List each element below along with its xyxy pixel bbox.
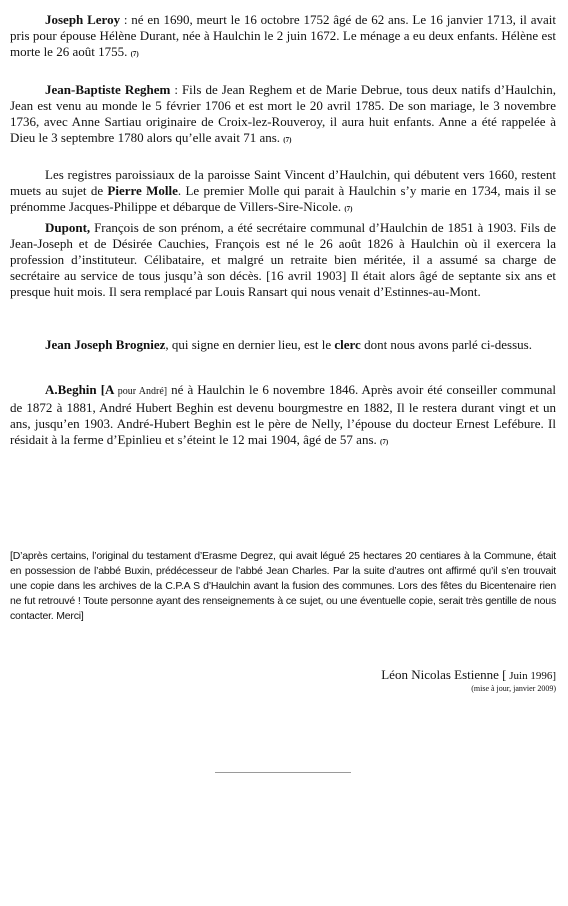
reference-mark: (7) <box>344 205 353 213</box>
person-name: Jean-Baptiste Reghem <box>45 82 171 97</box>
person-name: Pierre Molle <box>107 183 178 198</box>
signature-line <box>381 667 556 684</box>
paragraph-text: . Le premier Molle qui parait à Haulchin s’y marie en 1734, mais il se prénomme Jacques-Philippe et débarque de Villers-Sire-Nicole. <box>10 183 556 214</box>
paragraph-text: dont nous avons parlé ci-dessus. <box>360 337 532 352</box>
paragraph-pierre-molle <box>10 167 556 217</box>
person-name: Jean Joseph Brogniez <box>45 337 166 352</box>
bracket-open: [A <box>96 382 115 397</box>
reference-mark: (7) <box>283 136 292 144</box>
paragraph-text: François de son prénom, a été secrétaire communal d’Haulchin de 1851 à 1903. Fils de Jean-Joseph et de Désirée Cauchies, François est né le 26 août 1826 à Haulchin où il exercera la profession d’instituteur. Célibataire, et malgré un retraite bien méritée, il a assumé sa charge de secrétaire au service de tous jusqu’à son décès. [16 avril 1903] Il était alors âgé de septante six ans et presque huit mois. Il sera remplacé par Louis Ransart qui nous venait d’Estinnes-au-Mont. <box>10 220 556 299</box>
signature-author: Léon Nicolas Estienne [ <box>381 667 507 682</box>
signature-date: Juin 1996] <box>506 670 556 682</box>
reference-mark: (7) <box>380 438 389 446</box>
person-name: Dupont, <box>45 220 91 235</box>
paragraph-joseph-leroy <box>10 12 556 62</box>
reference-mark: (7) <box>130 50 139 58</box>
person-name: A.Beghin <box>45 382 97 397</box>
signature-update: (mise à jour, janvier 2009) <box>471 684 556 693</box>
bold-word: clerc <box>334 337 361 352</box>
paragraph-brogniez <box>10 337 556 353</box>
paragraph-text: Les registres paroissiaux de la paroisse Saint Vincent d’Haulchin, qui débutent vers 1660, restent muets au sujet de <box>10 167 556 198</box>
paragraph-text: , qui signe en dernier lieu, est le <box>165 337 335 352</box>
paragraph-text: : Fils de Jean Reghem et de Marie Debrue, tous deux natifs d’Haulchin, Jean est venu au monde le 5 février 1706 et est mort le 20 avril 1785. De son mariage, le 3 novembre 1736, avec Anne Sartiau originaire de Croix-lez-Rouveroy, il aura huit enfants. Anne a été rappelée à Dieu le 3 septembre 1780 alors qu’elle avait 71 ans. <box>10 82 556 145</box>
signature-block <box>381 667 556 694</box>
paragraph-dupont <box>10 220 556 300</box>
person-name: Joseph Leroy <box>45 12 121 27</box>
paragraph-text: né à Haulchin le 6 novembre 1846. Après avoir été conseiller communal de 1872 à 1881, André Hubert Beghin est devenu bourgmestre en 1882, Il le restera durant vingt et un ans, jusqu’en 1903. André-Hubert Beghin est le père de Nelly, l’épouse du docteur Ernest Lefébure. Il résidait à la ferme d’Epinlieu et s’éteint le 12 mai 1904, âgé de 57 ans. <box>10 382 557 447</box>
paragraph-text: : né en 1690, meurt le 16 octobre 1752 âgé de 62 ans. Le 16 janvier 1713, il avait pris pour épouse Hélène Durant, née à Haulchin le 2 juin 1672. Le ménage a eu deux enfants. Hélène est morte le 26 août 1755. <box>10 12 556 59</box>
testament-note: [D’après certains, l’original du testament d’Erasme Degrez, qui avait légué 25 hectares 20 centiares à la Commune, était en possession de l’abbé Buxin, prédécesseur de l’abbé Jean Charles. Par la suite d’autres ont affirmé qu’il s’en trouvait une copie dans les archives de la C.P.A S d’Haulchin avant la fusion des communes. Lors des fêtes du Bicentenaire rien ne fut retrouvé ! Toute personne ayant des renseignements à ce sujet, ou une éventuelle copie, serait très gentille de nous contacter. Merci] <box>10 550 556 622</box>
bracket-note: pour André] <box>114 386 168 397</box>
paragraph-a-beghin <box>10 382 556 450</box>
paragraph-jean-baptiste-reghem <box>10 82 556 148</box>
divider-line <box>215 772 351 773</box>
